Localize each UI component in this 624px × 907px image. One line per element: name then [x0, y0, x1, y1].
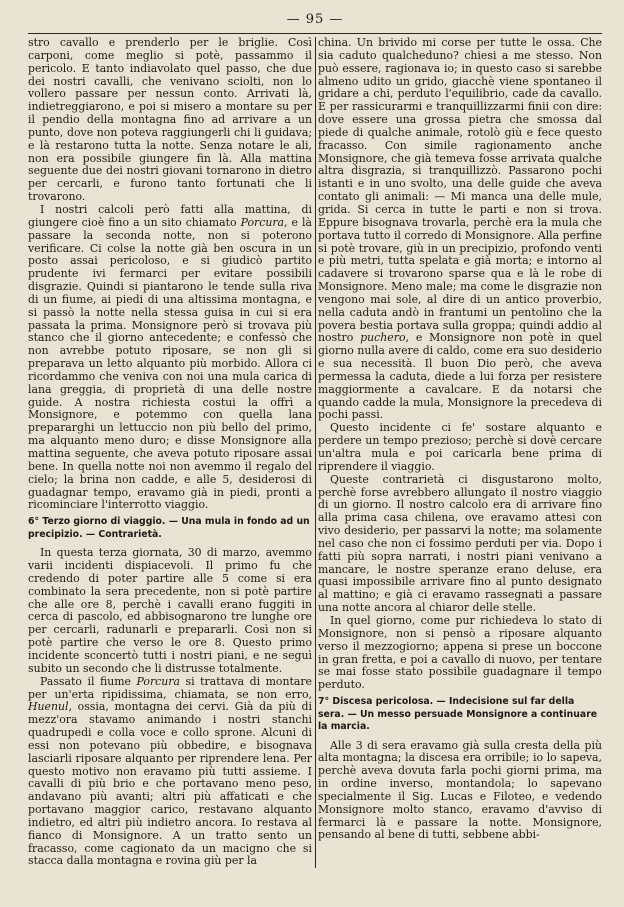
text-run: china. Un brivido mi corse per tutte le ossa. Che sia caduto qualcheduno? chiesi a me stesso. Non può essere, ragionava io; in questo caso si sarebbe almeno udito un grido, giacchè viene spontaneo il gridare a chi, perduto l'equilibrio, cade da cavallo. E per rassicurarmi e tranquillizzarmi finii con dire: dove essere una grossa pietra che smossa dal piede di qualche animale, rotolò giù e fece questo fracasso. Con simile ragionamento anche Monsignore, che già temeva fosse arrivata qualche altra disgrazia, si tranquillizzò. Passarono pochi istanti e in uno svolto, una delle guide che aveva contato gli animali: — Mi manca una delle mule, grida. Si cerca in tutte le parti e non si trova. Eppure bisognava trovarla, perchè era la mula che portava tutto il corredo di Monsignore. Alla perfine si potè trovare, giù in un precipizio, profondo venti e più metri, tutta spelata e già morta; e intorno al cadavere si trovarono sparse qua e là le robe di Monsignore. Meno male; ma come le disgrazie non vengono mai sole, al dire di un antico proverbio, nella caduta andò in frantumi un pentolino che la povera bestia portava sulla groppa; quindi addio al nostro — [318, 36, 602, 345]
place-name: Porcura — [136, 674, 180, 688]
right-column — [318, 37, 602, 868]
paragraph: Queste contrarietà ci disgustarono molto, perchè forse avrebbero allungato il nostro viaggio di un giorno. Il nostro calcolo era di arrivare fino alla prima casa chilena, ove eravamo attesi con vivo desiderio, per passarvi la notte; ma solamente nel caso che non ci fossimo perduti per via. Dopo i fatti più sopra narrati, i nostri piani venivano a mancare, le nostre speranze erano deluse, era quasi impossibile arrivare fino al punto designato al mattino; e già ci eravamo rassegnati a passare una notte ancora al chiaror delle stelle. — [318, 472, 602, 615]
page-number: — 95 — — [286, 12, 344, 27]
paragraph — [28, 204, 312, 512]
place-name: Porcura — [240, 215, 285, 229]
text-run: Passato il fiume — [40, 674, 137, 688]
header-rule — [28, 33, 602, 34]
paragraph — [318, 37, 602, 422]
paragraph: Alle 3 di sera eravamo già sulla cresta della più alta montagna; la discesa era orribile; io lo sapeva, perchè aveva dovuta farla pochi giorni prima, ma in ordine inverso, montandola; lo sapevano specialmente il Sig. Lucas e Filoteo, e vedendo Monsignore molto stanco, eravamo d'avviso di fermarci là e passare la notte. Monsignore, pensando al bene di tutti, sebbene abbi- — [318, 738, 602, 842]
paragraph — [28, 676, 312, 869]
place-name: Huenul — [28, 700, 69, 714]
text-run: , ossia, montagna dei cervi. Già da più di mezz'ora stavamo animando i nostri stanchi quadrupedi e colla voce e collo sprone. Alcuni di essi non potevano più obbedire, e bisognava lasciarli riposare alquanto per riprendere lena. Per questo motivo non eravamo più tutti assieme. I cavalli di più brio e che portavano meno peso, andavano più avanti; altri più affaticati e che portavano maggior carico, restavano alquanto indietro, ed altri più indietro ancora. Io restava al fianco di Monsignore. A un tratto sento un fracasso, come cagionato da un macigno che si stacca dalla montagna e rovina giù per la — [28, 700, 312, 868]
paragraph: In questa terza giornata, 30 di marzo, avemmo varii incidenti dispiacevoli. Il primo fu che credendo di poter partire alle 5 come si era combinato la sera precedente, non si potè partire che alle ore 8, perchè i cavalli erano fuggiti in cerca di pascolo, ed abbisognarono tre lunghe ore per cercarli, radunarli e prepararli. Così non si potè partire che verso le ore 8. Questo primo incidente sconcertò tutti i nostri piani, e ne seguì subito un secondo che li distrusse totalmente. — [28, 546, 312, 675]
text-run: si trattava di montare per un'erta ripidissima, chiamata, se non erro, — [28, 674, 312, 701]
left-column — [28, 37, 312, 868]
paragraph: Questo incidente ci fe' sostare alquanto e perdere un tempo prezioso; perchè si dovè cercare un'altra mula e poi caricarla bene prima di riprendere il viaggio. — [318, 421, 602, 473]
text-run: I nostri calcoli però fatti alla mattina, di giungere cioè fino a un sito chiamato — [28, 202, 312, 229]
paragraph: stro cavallo e prenderlo per le briglie. Così carponi, come meglio si potè, passammo il pericolo. E tanto indiavolato quel passo, che due dei nostri cavalli, che venivano sciolti, non lo vollero passare per nessun conto. Arrivati là, indietreggiarono, e poi si misero a montare su per il pendio della montagna fino ad arrivare a un punto, dove non poteva raggiungerli chi li guidava; e là restarono tutta la notte. Senza notare le ali, non era possibile giungere fin là. Alla mattina seguente due dei nostri giovani tornarono in dietro per cercarli, e furono tanto fortunati che li trovarono. — [28, 36, 312, 204]
text-run: , e là passare la seconda notte, non si poterono verificare. Ci colse la notte già ben oscura in un posto assai pericoloso, e si giudicò partito prudente ivi fermarci per evitare possibili disgrazie. Quindi si piantarono le tende sulla riva di un fiume, ai piedi di una altissima montagna, e si passò la notte nella stessa guisa in cui si era passata la prima. Monsignore però si trovava più stanco che il giorno antecedente; e confessò che non avrebbe potuto riposare, se non gli si preparava un letto alquanto più morbido. Allora ci ricordammo che veniva con noi una mula carica di lana greggia, di proprietà di una delle nostre guide. A nostra richiesta costui la offrì a Monsignore, e potemmo con quella lana prepararghi un lettuccio non più bello del primo, ma alquanto meno duro; e disse Monsignore alla mattina seguente, che aveva potuto riposare assai bene. In quella notte noi non avemmo il regalo del cielo; la brina non cadde, e alle 5, desiderosi di guadagnar tempo, eravamo già in piedi, pronti a ricominciare l'interrotto viaggio. — [28, 215, 312, 512]
italic-word: puchero — [360, 331, 406, 345]
section-heading-7: 7° Discesa pericolosa. — Indecisione sul far della sera. — Un messo persuade Monsignore a continuare la marcia. — [318, 696, 598, 733]
paragraph: In quel giorno, come pur richiedeva lo stato di Monsignore, non si pensò a riposare alquanto verso il mezzogiorno; appena si prese un boccone in gran fretta, e poi a cavallo di nuovo, per tentare se mai fosse stato possibile guadagnare il tempo perduto. — [318, 613, 602, 692]
column-divider — [315, 37, 316, 868]
text-columns — [28, 37, 602, 868]
text-run: , e Monsignore non potè in quel giorno nulla avere di caldo, come era suo desiderio e sua necessità. Il buon Dio però, che aveva permessa la caduta, diede a lui forza per resistere maggiormente a cavalcare. E da notarsi che quando cadde la mula, Monsignore la precedeva di pochi passi. — [318, 331, 603, 422]
section-heading-6: 6° Terzo giorno di viaggio. — Una mula in fondo ad un precipizio. — Contrarietà. — [28, 516, 310, 540]
